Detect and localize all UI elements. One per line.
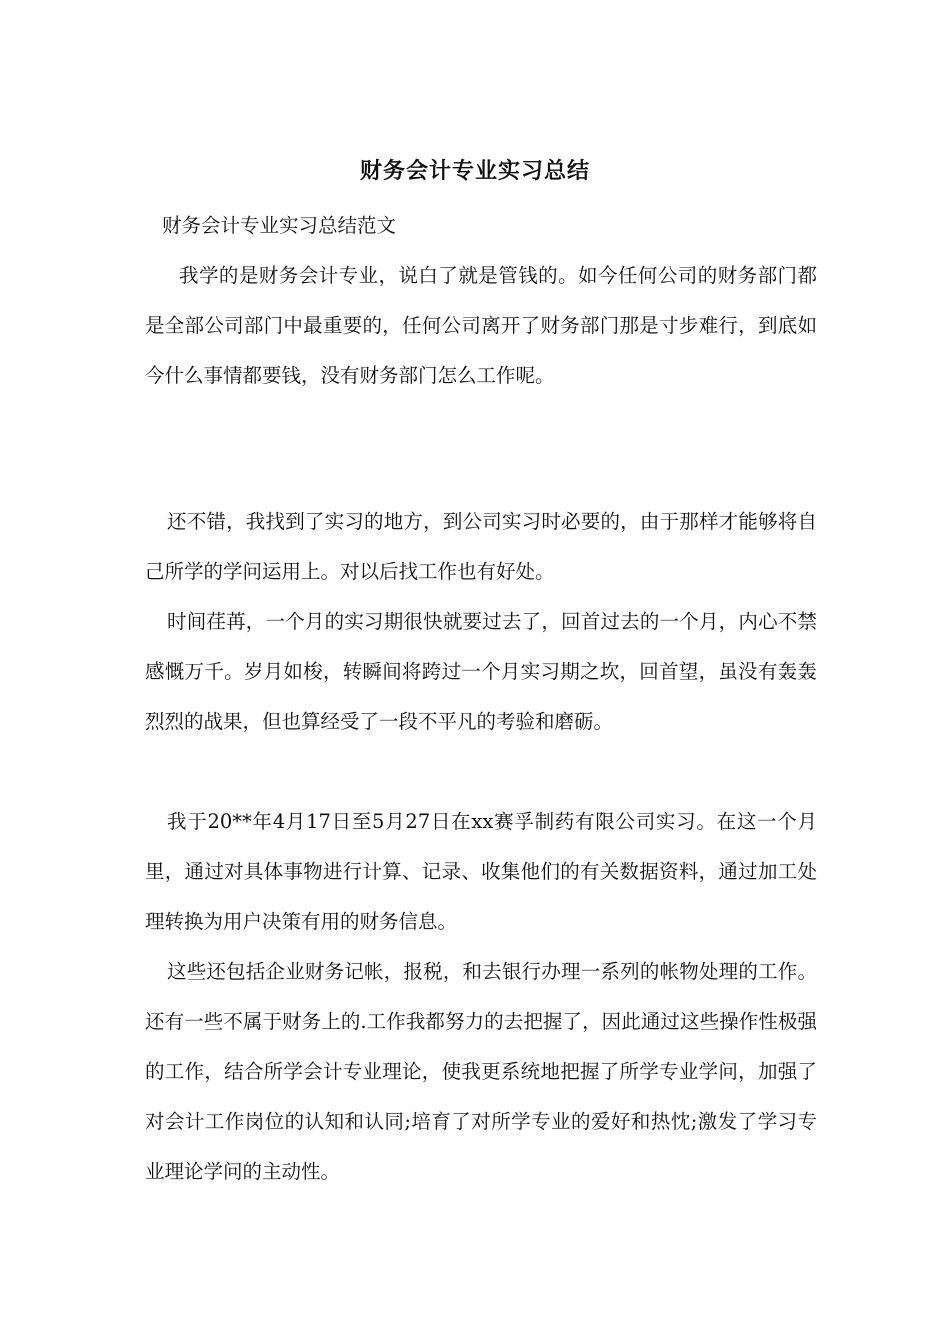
paragraph-5: 这些还包括企业财务记帐，报税，和去银行办理一系列的帐物处理的工作。还有一些不属于财务上的.工作我都努力的去把握了，因此通过这些操作性极强的工作，结合所学会计专业理论，使我更系统地把握了所学专业学问，加强了对会计工作岗位的认知和认同;培育了对所学专业的爱好和热忱;激发了学习专业理论学问的主动性。 xyxy=(145,960,817,1183)
paragraph-3: 时间荏苒，一个月的实习期很快就要过去了，回首过去的一个月，内心不禁感慨万千。岁月如梭，转瞬间将跨过一个月实习期之坎，回首望，虽没有轰轰烈烈的战果，但也算经受了一段不平凡的考验和磨砺。 xyxy=(145,610,817,733)
paragraph-1: 我学的是财务会计专业，说白了就是管钱的。如今任何公司的财务部门都是全部公司部门中最重要的，任何公司离开了财务部门那是寸步难行，到底如今什么事情都要钱，没有财务部门怎么工作呢。 xyxy=(145,264,817,387)
paragraph-4: 我于20**年4月17日至5月27日在xx赛孚制药有限公司实习。在这一个月里，通过对具体事物进行计算、记录、收集他们的有关数据资料，通过加工处理转换为用户决策有用的财务信息。 xyxy=(145,810,817,933)
document-subtitle: 财务会计专业实习总结范文 xyxy=(162,214,397,237)
paragraph-2: 还不错，我找到了实习的地方，到公司实习时必要的，由于那样才能够将自己所学的学问运用上。对以后找工作也有好处。 xyxy=(145,510,817,583)
document-title: 财务会计专业实习总结 xyxy=(359,158,590,184)
